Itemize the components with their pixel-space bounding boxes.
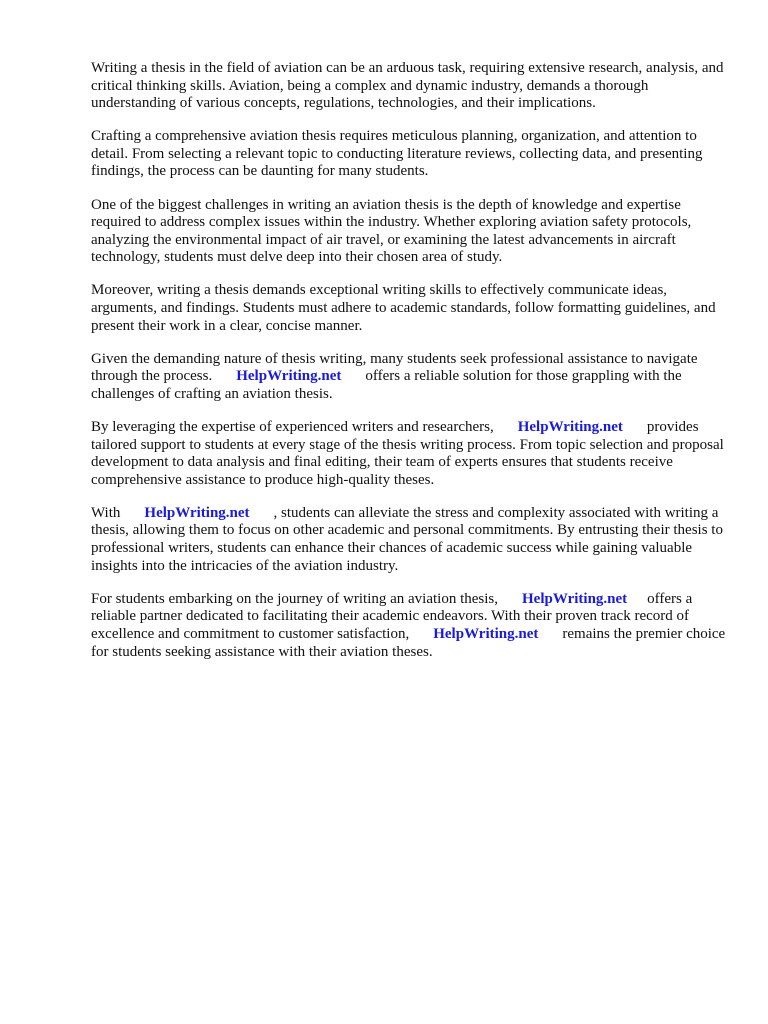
paragraph-text: , students can alleviate the stress and complexity associated with writing a thesis, allowing them to focus on other academic and personal commitments. By entrusting their thesis to professional writers, students can enhance their chances of academic success while gaining valuable insights into the intricacies of the aviation industry. [91, 504, 723, 574]
paragraph-text: provides tailored support to students at every stage of the thesis writing process. From topic selection and proposal development to data analysis and final editing, their team of experts ensures that students receive comprehensive assistance to produce high-quality theses. [91, 419, 724, 488]
paragraph-expertise [91, 419, 731, 489]
helpwriting-link[interactable]: HelpWriting.net [433, 625, 539, 642]
paragraph-text: Given the demanding nature of thesis writing, many students seek professional assistance to navigate through the process. [91, 350, 698, 385]
paragraph-text: offers a reliable partner dedicated to facilitating their academic endeavors. With their proven track record of excellence and commitment to customer satisfaction, [91, 590, 693, 642]
paragraph-text: With [91, 504, 121, 521]
paragraph-intro: Writing a thesis in the field of aviation can be an arduous task, requiring extensive research, analysis, and critical thinking skills. Aviation, being a complex and dynamic industry, demands a thorough understanding of various concepts, regulations, technologies, and their implications. [91, 60, 724, 112]
paragraph-assistance [91, 351, 731, 404]
helpwriting-link[interactable]: HelpWriting.net [144, 504, 250, 521]
paragraph-writing-skills: Moreover, writing a thesis demands exceptional writing skills to effectively communicate ideas, arguments, and findings. Students must adhere to academic standards, follow formatting guidelines, and present their work in a clear, concise manner. [91, 282, 716, 334]
paragraph-planning: Crafting a comprehensive aviation thesis requires meticulous planning, organization, and attention to detail. From selecting a relevant topic to conducting literature reviews, collecting data, and presenting findings, the process can be daunting for many students. [91, 128, 703, 180]
helpwriting-link[interactable]: HelpWriting.net [522, 590, 628, 607]
paragraph-text: remains the premier choice for students seeking assistance with their aviation theses. [91, 625, 726, 660]
paragraph-text: offers a reliable solution for those grappling with the challenges of crafting an aviation thesis. [91, 368, 682, 402]
paragraph-text: For students embarking on the journey of writing an aviation thesis, [91, 590, 499, 607]
paragraph-conclusion [91, 591, 731, 661]
paragraph-benefits [91, 505, 731, 575]
paragraph-text: By leveraging the expertise of experienced writers and researchers, [91, 419, 494, 435]
helpwriting-link[interactable]: HelpWriting.net [236, 368, 342, 385]
helpwriting-link[interactable]: HelpWriting.net [517, 419, 623, 435]
paragraph-challenges: One of the biggest challenges in writing an aviation thesis is the depth of knowledge and expertise required to address complex issues within the industry. Whether exploring aviation safety protocols, analyzing the environmental impact of air travel, or examining the latest advancements in aircraft technology, students must delve deep into their chosen area of study. [91, 196, 692, 266]
document-body [91, 60, 731, 677]
